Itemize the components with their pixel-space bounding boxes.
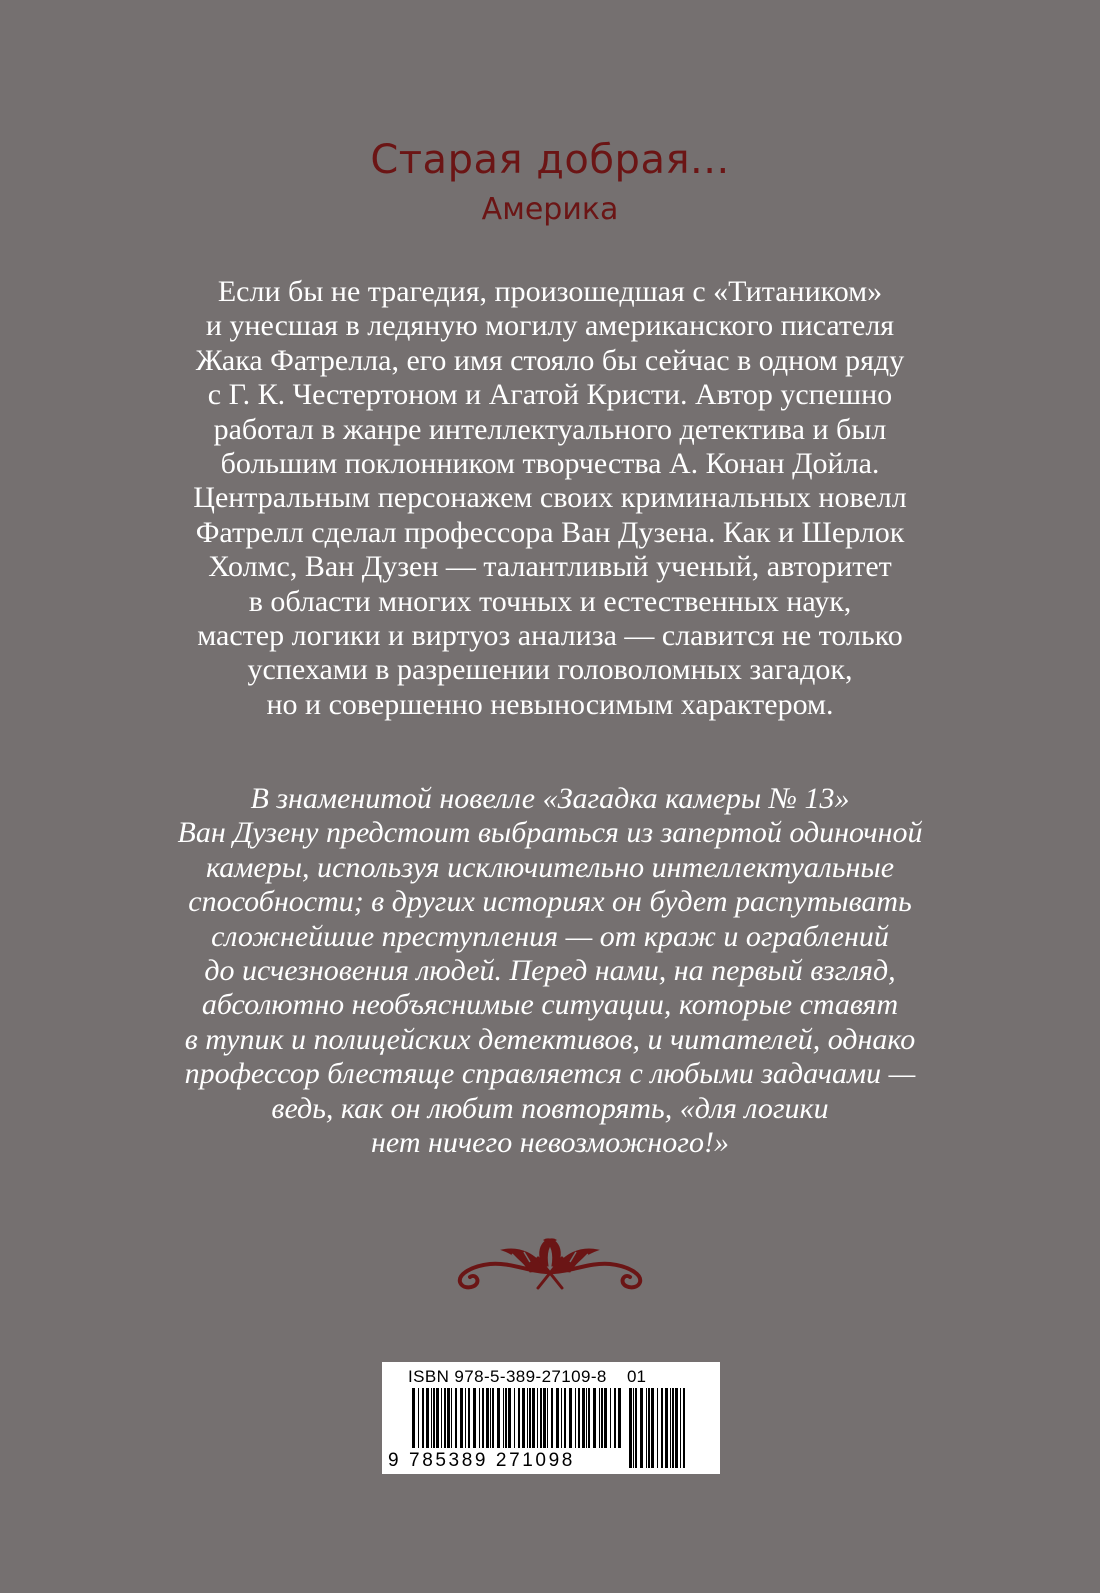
barcode-bar (578, 1388, 580, 1448)
barcode-bar (556, 1388, 559, 1448)
barcode-bar (433, 1388, 435, 1448)
description-paragraph-2 (100, 782, 1000, 1160)
barcode-bar (455, 1388, 457, 1448)
barcode-bar (582, 1388, 585, 1448)
barcode-bar (629, 1388, 632, 1468)
barcode-bar (672, 1388, 674, 1468)
isbn-barcode (382, 1362, 720, 1474)
text-line: абсолютно необъяснимые ситуации, которые ставят (201, 988, 899, 1022)
barcode-addon-label: 01 (627, 1367, 646, 1386)
barcode-bar (468, 1388, 470, 1448)
series-title: Старая добрая... (370, 137, 730, 183)
barcode-bar (543, 1388, 546, 1448)
barcode-bar (441, 1388, 442, 1448)
barcode-bar (640, 1388, 643, 1468)
barcode-bar (610, 1388, 611, 1448)
barcode-bar (497, 1388, 500, 1448)
barcode-bar (422, 1388, 424, 1448)
text-line: до исчезновения людей. Перед нами, на первый взгляд, (204, 954, 896, 988)
text-line: и унесшая в ледяную могилу американского писателя (205, 309, 895, 343)
text-line: в тупик и полицейских детективов, и читателей, однако (184, 1022, 916, 1056)
text-line: большим поклонником творчества А. Конан Дойла. (220, 447, 880, 481)
text-line: Ван Дузену предстоит выбраться из запертой одиночной (177, 816, 923, 850)
barcode-bar (412, 1388, 415, 1448)
barcode-bar (486, 1388, 489, 1448)
barcode-bar (633, 1388, 634, 1468)
barcode-bar (426, 1388, 429, 1448)
barcode-bar (547, 1388, 548, 1448)
text-line: ведь, как он любит повторять, «для логики (271, 1091, 829, 1125)
barcode-bar (646, 1388, 647, 1468)
barcode-bar (529, 1388, 531, 1448)
text-line: сложнейшие преступления — от краж и ограблений (211, 919, 889, 953)
barcode-bar (670, 1388, 671, 1468)
text-line: с Г. К. Честертоном и Агатой Кристи. Автор успешно (207, 378, 893, 412)
text-line: в области многих точных и естественных наук, (248, 584, 852, 618)
text-line: успехами в разрешении головоломных загадок, (247, 653, 853, 687)
barcode-bar (518, 1388, 520, 1448)
text-line: нет ничего невозможного!» (371, 1126, 729, 1160)
barcode-bar (564, 1388, 566, 1448)
barcode-bar (431, 1388, 432, 1448)
barcode-bar (551, 1388, 553, 1448)
text-line: камеры, используя исключительно интеллектуальные (205, 850, 895, 884)
barcode-bar (527, 1388, 528, 1448)
barcode-bar (460, 1388, 463, 1448)
barcode-bar (473, 1388, 476, 1448)
barcode-bar (479, 1388, 480, 1448)
barcode-bar (680, 1388, 681, 1468)
barcode-bar (537, 1388, 538, 1448)
barcode-bar (661, 1388, 663, 1468)
barcode-bar (569, 1388, 572, 1448)
barcode-bar (665, 1388, 668, 1468)
text-line: Центральным персонажем своих криминальных новелл (193, 481, 907, 515)
barcode-bar (683, 1388, 685, 1468)
text-line: профессор блестяще справляется с любыми задачами — (184, 1057, 916, 1091)
barcode-bar (604, 1388, 607, 1448)
text-line: Холмс, Ван Дузен — талантливый ученый, авторитет (208, 550, 892, 584)
barcode-bar (482, 1388, 484, 1448)
barcode-bar (675, 1388, 678, 1468)
text-line: Жака Фатрелла, его имя стояло бы сейчас в одном ряду (195, 343, 905, 377)
barcode-bar (418, 1388, 419, 1448)
barcode-addon-bars (629, 1388, 685, 1468)
text-line: но и совершенно невыносимым характером. (266, 687, 834, 721)
barcode-bar (657, 1388, 658, 1468)
barcode-bar (586, 1388, 587, 1448)
series-subtitle: Америка (481, 192, 619, 227)
ean-digits: 9 785389 271098 (388, 1450, 575, 1471)
barcode-bar (618, 1388, 621, 1448)
barcode-bar (505, 1388, 507, 1448)
text-line: В знаменитой новелле «Загадка камеры № 13» (250, 782, 850, 815)
floral-ornament-icon (450, 1232, 650, 1292)
barcode-bar (614, 1388, 616, 1448)
description-paragraph-1 (100, 275, 1000, 722)
barcode-bar (601, 1388, 603, 1448)
text-line: способности; в других историях он будет распутывать (188, 885, 912, 919)
barcode-bars (412, 1388, 622, 1448)
barcode-bar (648, 1388, 650, 1468)
barcode-bar (561, 1388, 562, 1448)
barcode-bar (540, 1388, 542, 1448)
barcode-bar (465, 1388, 466, 1448)
barcode-bar (436, 1388, 439, 1448)
barcode-bar (532, 1388, 535, 1448)
barcode-bar (490, 1388, 491, 1448)
barcode-bar (575, 1388, 576, 1448)
text-line: работал в жанре интеллектуального детектива и был (213, 412, 887, 446)
barcode-bar (503, 1388, 504, 1448)
barcode-bar (492, 1388, 494, 1448)
barcode-bar (599, 1388, 600, 1448)
barcode-bar (447, 1388, 450, 1448)
barcode-bar (588, 1388, 590, 1448)
text-line: Фатрелл сделал профессора Ван Дузена. Как и Шерлок (195, 515, 905, 549)
text-line: мастер логики и виртуоз анализа — славится не только (197, 619, 903, 653)
barcode-bar (651, 1388, 654, 1468)
barcode-bar (514, 1388, 515, 1448)
barcode-bar (522, 1388, 525, 1448)
barcode-bar (635, 1388, 637, 1468)
barcode-bar (444, 1388, 446, 1448)
isbn-label: ISBN 978-5-389-27109-8 (408, 1367, 607, 1386)
barcode-bar (593, 1388, 596, 1448)
text-line: Если бы не трагедия, произошедшая с «Титаником» (217, 275, 883, 308)
barcode-bar (451, 1388, 452, 1448)
barcode-bar (508, 1388, 511, 1448)
